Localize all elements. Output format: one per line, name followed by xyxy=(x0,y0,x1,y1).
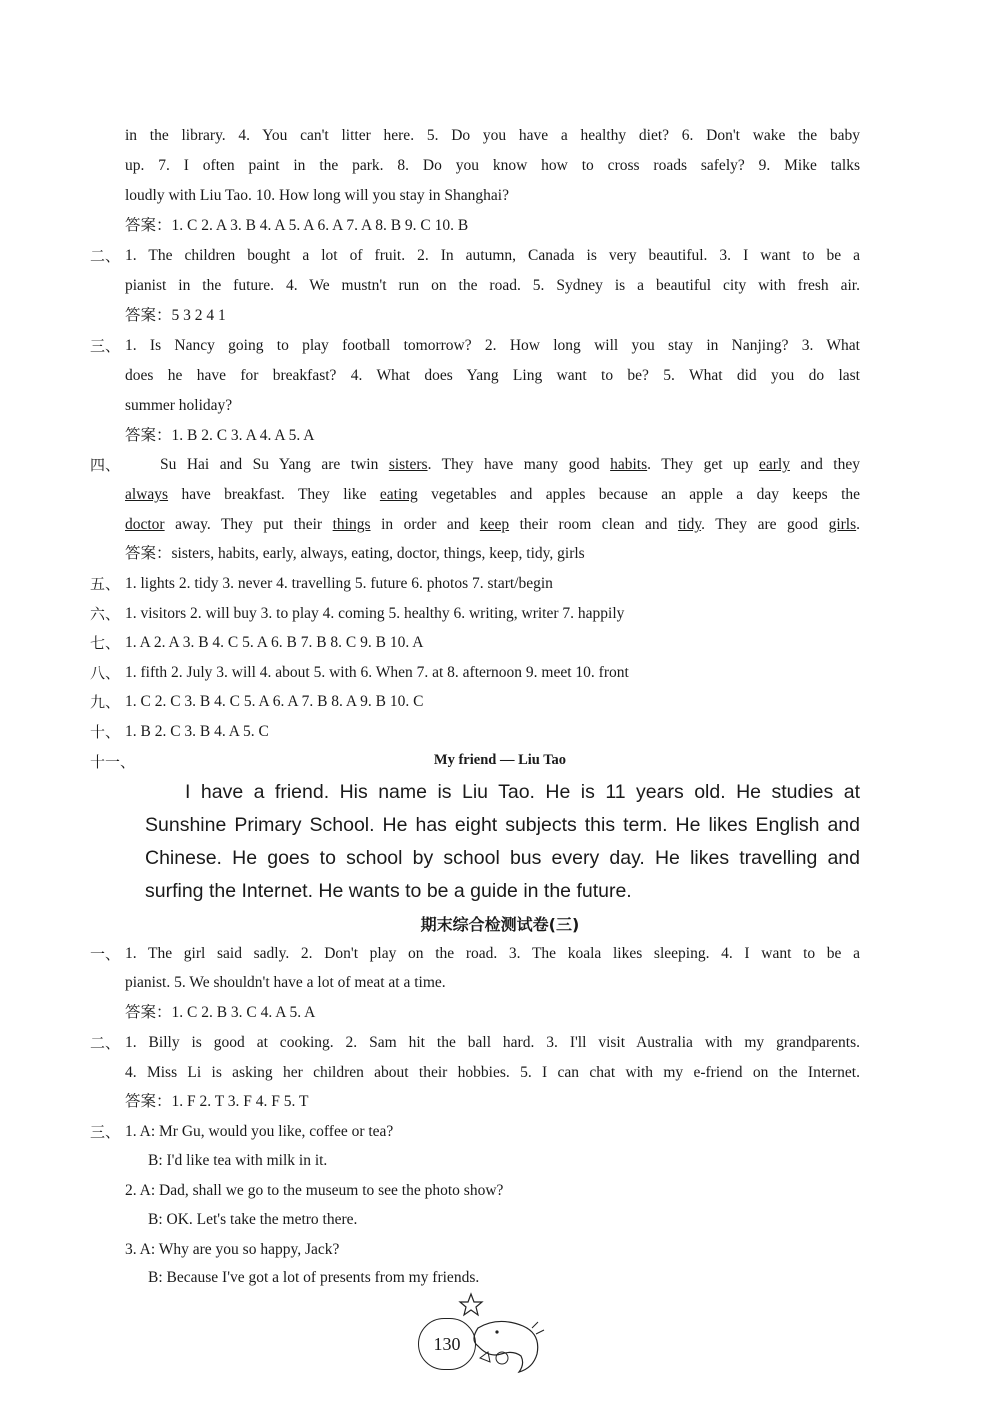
line-text: B: Because I've got a lot of presents from my friends. xyxy=(148,1269,480,1286)
essay-body xyxy=(145,776,860,908)
line-text: 1. A 2. A 3. B 4. C 5. A 6. B 7. B 8. C 9. B 10. A xyxy=(125,634,424,651)
line-text: 1. Billy is good at cooking. 2. Sam hit the ball hard. 3. I'll visit Australia with my grandparents. xyxy=(125,1034,860,1051)
exam-title: 期末综合检测试卷(三) xyxy=(420,915,580,934)
line-text: B: I'd like tea with milk in it. xyxy=(148,1152,328,1169)
section-number: 三、 xyxy=(90,1123,121,1141)
line-text: up. 7. I often paint in the park. 8. Do you know how to cross roads safely? 9. Mike talks xyxy=(125,157,860,174)
section-number: 六、 xyxy=(90,605,121,623)
section-number: 一、 xyxy=(90,945,121,963)
section-number: 八、 xyxy=(90,664,121,682)
line-text: 1. The girl said sadly. 2. Don't play on the road. 3. The koala likes sleeping. 4. I want to be a xyxy=(125,945,860,962)
star-icon xyxy=(460,1294,482,1315)
line-text: 4. Miss Li is asking her children about their hobbies. 5. I can chat with my e-friend on the Internet. xyxy=(125,1064,860,1081)
essay-paragraph: I have a friend. His name is Liu Tao. He is 11 years old. He studies at Sunshine Primary School. He has eight subjects this term. He likes English and Chinese. He goes to school by school bus every day. He likes travelling and surfing the Internet. He wants to be a guide in the future. xyxy=(145,781,860,902)
section-number: 七、 xyxy=(90,634,121,652)
line-text: 答案：1. F 2. T 3. F 4. F 5. T xyxy=(125,1093,309,1110)
cloze-text: Su Hai and Su Yang are twin sisters. They have many good habits. They get up early and they xyxy=(160,456,860,473)
line-text: 答案：1. C 2. A 3. B 4. A 5. A 6. A 7. A 8. B 9. C 10. B xyxy=(125,217,469,234)
line-text: 2. A: Dad, shall we go to the museum to see the photo show? xyxy=(125,1182,504,1199)
line-text: 1. lights 2. tidy 3. never 4. travelling 5. future 6. photos 7. start/begin xyxy=(125,575,553,592)
line-text: 1. Is Nancy going to play football tomorrow? 2. How long will you stay in Nanjing? 3. What xyxy=(125,337,860,354)
line-text: 1. C 2. C 3. B 4. C 5. A 6. A 7. B 8. A 9. B 10. C xyxy=(125,693,424,710)
line-text: 答案：1. C 2. B 3. C 4. A 5. A xyxy=(125,1004,316,1021)
section-number: 五、 xyxy=(90,575,121,593)
section-number: 十一、 xyxy=(90,753,136,771)
cloze-text: always have breakfast. They like eating vegetables and apples because an apple a day keeps the xyxy=(125,486,861,503)
line-text: 答案：1. B 2. C 3. A 4. A 5. A xyxy=(125,427,315,444)
line-text: 3. A: Why are you so happy, Jack? xyxy=(125,1241,340,1258)
line-text: 1. The children bought a lot of fruit. 2. In autumn, Canada is very beautiful. 3. I want to be a xyxy=(125,247,860,264)
line-text: pianist. 5. We shouldn't have a lot of meat at a time. xyxy=(125,974,446,991)
line-text: 1. fifth 2. July 3. will 4. about 5. with 6. When 7. at 8. afternoon 9. meet 10. front xyxy=(125,664,629,681)
line-text: summer holiday? xyxy=(125,397,233,414)
watermark-logo xyxy=(842,1322,992,1422)
section-number: 十、 xyxy=(90,723,121,741)
line-text: 答案：sisters, habits, early, always, eating, doctor, things, keep, tidy, girls xyxy=(125,545,585,562)
line-text: 1. A: Mr Gu, would you like, coffee or tea? xyxy=(125,1123,394,1140)
section-number: 二、 xyxy=(90,1034,121,1052)
line-text: 1. visitors 2. will buy 3. to play 4. coming 5. healthy 6. writing, writer 7. happily xyxy=(125,605,625,622)
line-text: in the library. 4. You can't litter here. 5. Do you have a healthy diet? 6. Don't wake the baby xyxy=(125,127,860,144)
cloze-text: doctor away. They put their things in order and keep their room clean and tidy. They are good girls. xyxy=(125,516,860,533)
section-number: 四、 xyxy=(90,456,121,474)
essay-title: My friend — Liu Tao xyxy=(433,752,567,768)
line-text: does he have for breakfast? 4. What does Yang Ling want to be? 5. What did you do last xyxy=(125,367,860,384)
line-text: 1. B 2. C 3. B 4. A 5. C xyxy=(125,723,269,740)
section-number: 二、 xyxy=(90,247,121,265)
page-number: 130 xyxy=(418,1318,476,1370)
section-number: 三、 xyxy=(90,337,121,355)
line-text: B: OK. Let's take the metro there. xyxy=(148,1211,358,1228)
line-text: pianist in the future. 4. We mustn't run on the road. 5. Sydney is a beautiful city with fresh air. xyxy=(125,277,860,294)
line-text: 答案：5 3 2 4 1 xyxy=(125,307,226,324)
line-text: loudly with Liu Tao. 10. How long will you stay in Shanghai? xyxy=(125,187,509,204)
section-number: 九、 xyxy=(90,693,121,711)
